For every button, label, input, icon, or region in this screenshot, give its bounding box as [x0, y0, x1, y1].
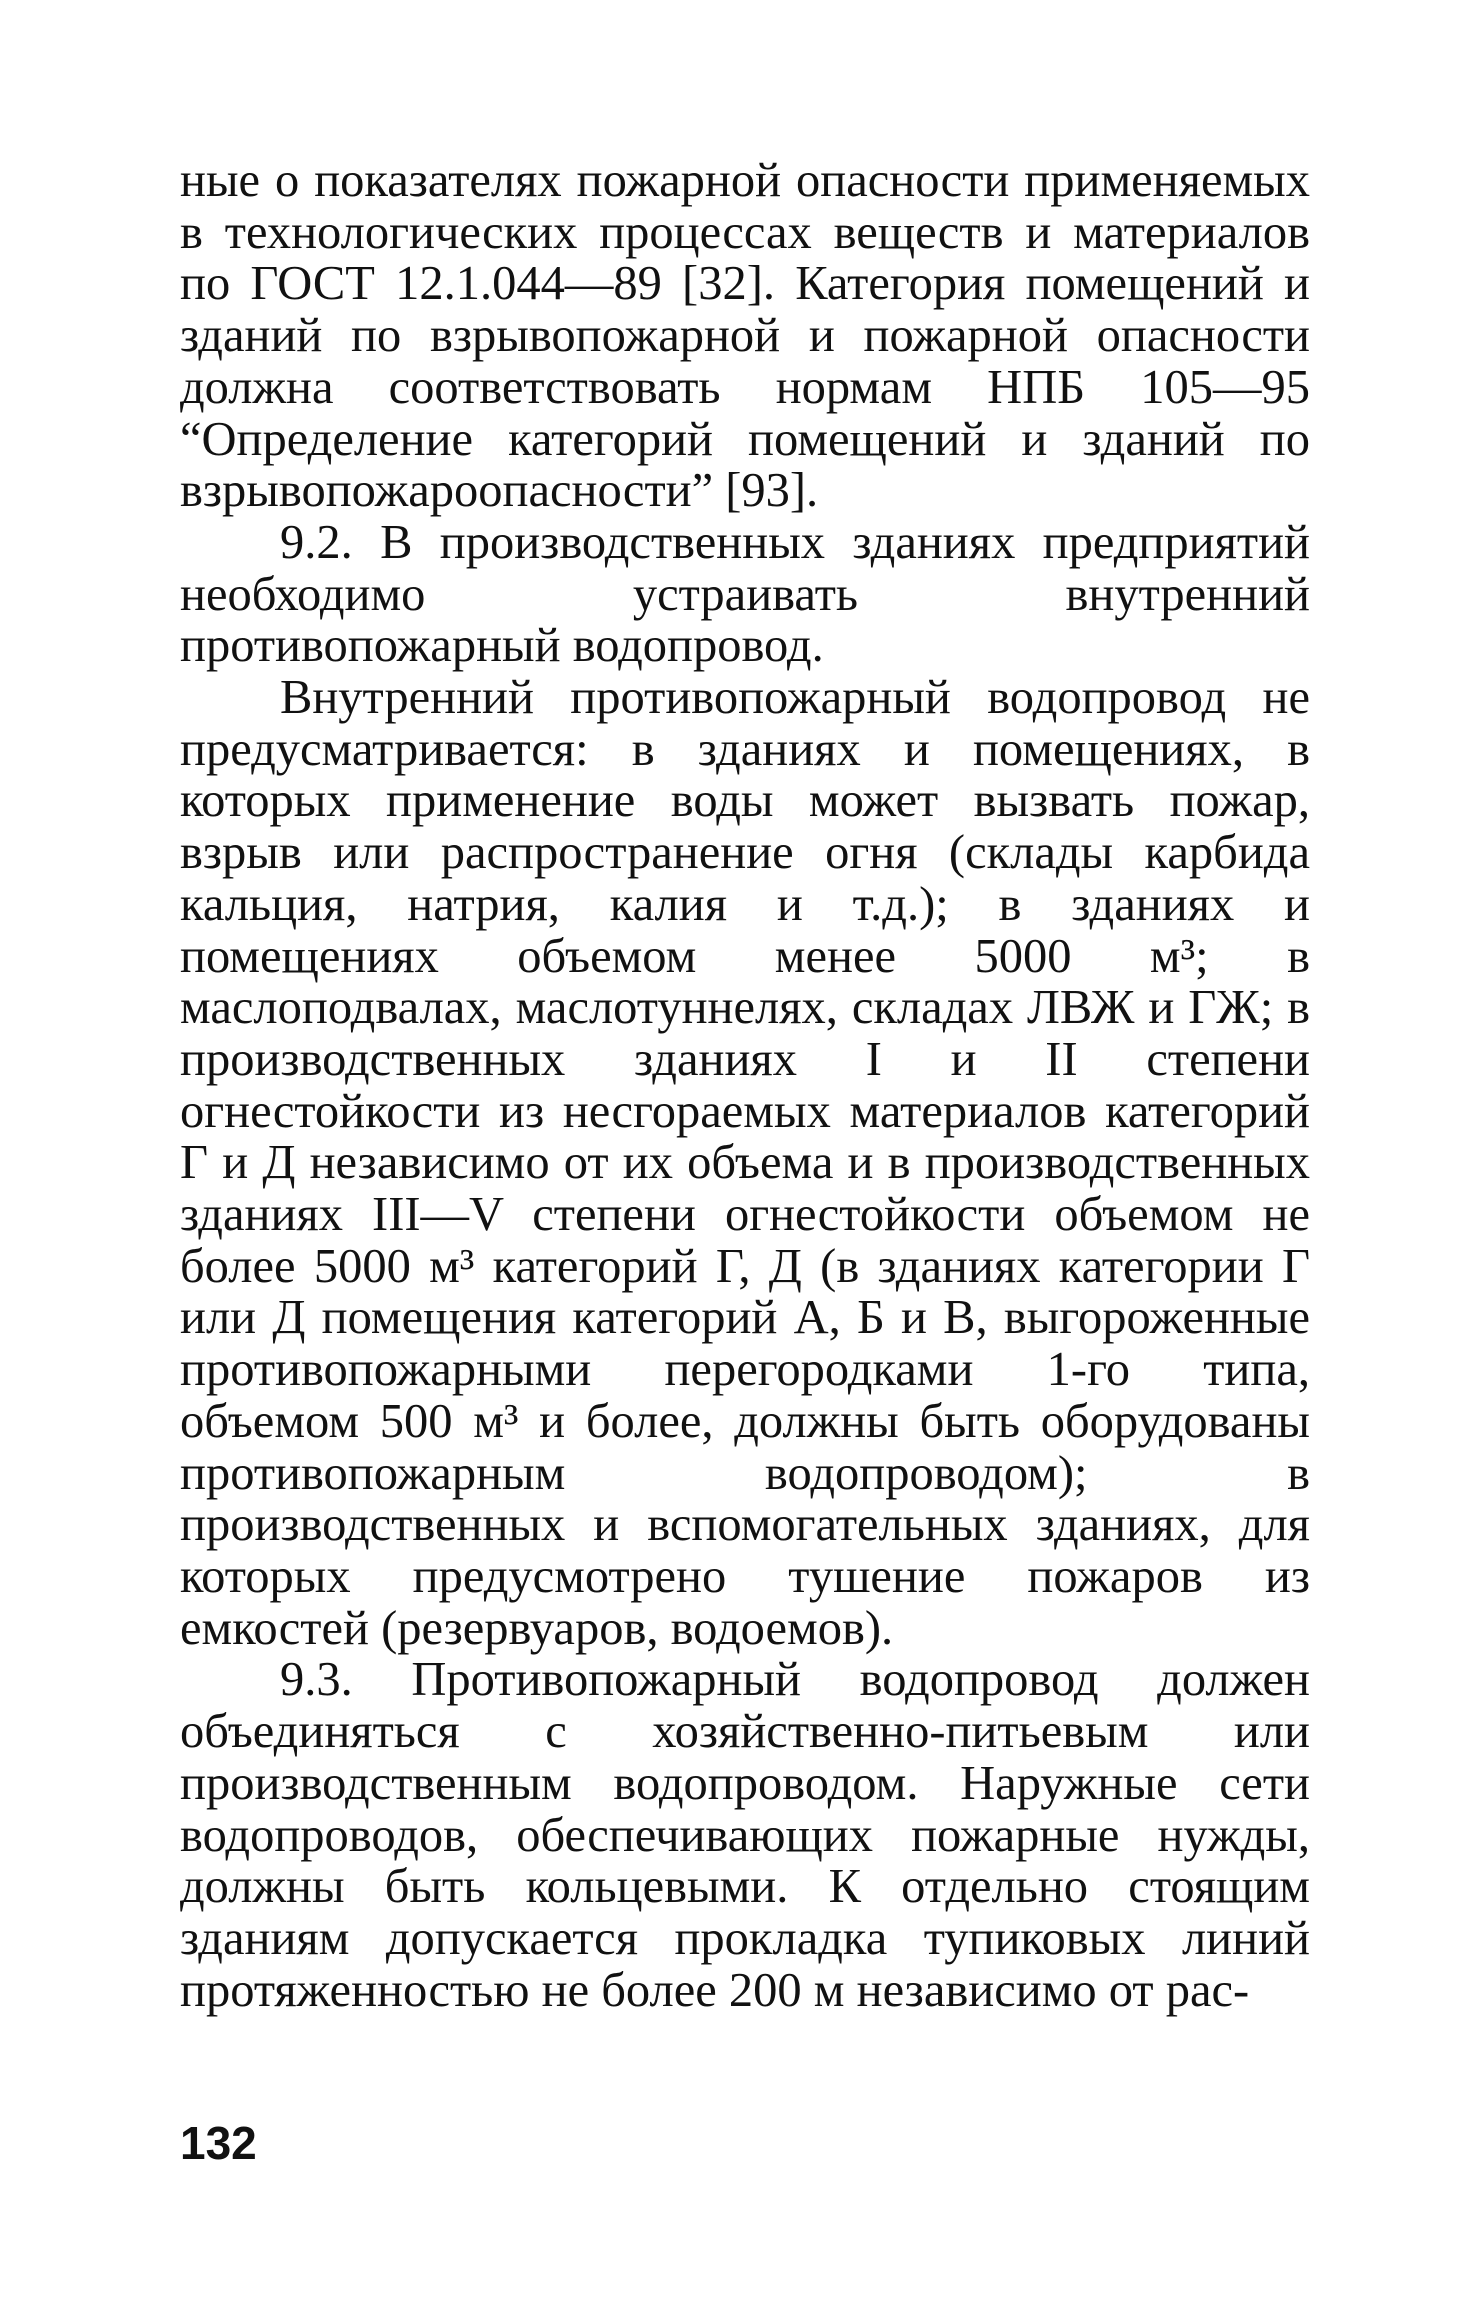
paragraph-internal-water-supply: Внутренний противопожарный водопровод не предусматривается: в зданиях и помещениях, в которых применение воды может вызвать пожар, взрыв или распространение огня (склады карбида кальция, натрия, калия и т.д.); в зданиях и помещениях объемом менее 5000 м³; в маслоподвалах, маслотуннелях, складах ЛВЖ и ГЖ; в производственных зданиях I и II степени огнестойкости из несгораемых материалов категорий Г и Д независимо от их объема и в производственных зданиях III—V степени огнестойкости объемом не более 5000 м³ категорий Г, Д (в зданиях категории Г или Д помещения категорий А, Б и В, выгороженные противопожарными перегородками 1-го типа, объемом 500 м³ и более, должны быть оборудованы противопожарным водопроводом); в производственных и вспомогательных зданиях, для которых предусмотрено тушение пожаров из емкостей (резервуаров, водоемов).	[180, 671, 1310, 1655]
paragraph-continuation: ные о показателях пожарной опасности применяемых в технологических процессах веществ и материалов по ГОСТ 12.1.044—89 [32]. Категория помещений и зданий по взрывопожарной и пожарной опасности должна соответствовать нормам НПБ 105—95 “Определение категорий помещений и зданий по взрывопожароопасности” [93].	[180, 154, 1310, 518]
paragraph-9-3: 9.3. Противопожарный водопровод должен объединяться с хозяйственно-питьевым или производственным водопроводом. Наружные сети водопроводов, обеспечивающих пожарные нужды, должны быть кольцевыми. К отдельно стоящим зданиям допускается прокладка тупиковых линий протяженностью не более 200 м независимо от рас-	[180, 1653, 1310, 2017]
page-number: 132	[180, 2117, 257, 2169]
body-text	[180, 155, 1310, 2016]
paragraph-9-2: 9.2. В производственных зданиях предприятий необходимо устраивать внутренний противопожарный водопровод.	[180, 515, 1310, 673]
